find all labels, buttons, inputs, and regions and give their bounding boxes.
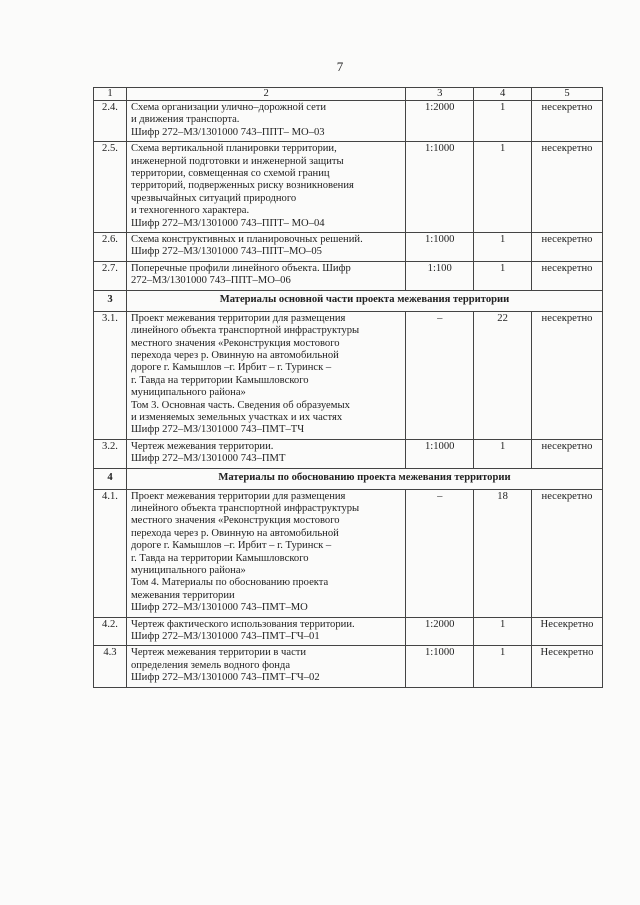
item-sheet-count: 1 — [474, 261, 532, 290]
item-description: Чертеж межевания территории. Шифр 272–МЗ/1301000 743–ПМТ — [126, 439, 405, 468]
item-description: Чертеж межевания территории в части определения земель водного фонда Шифр 272–МЗ/1301000 743–ПМТ–ГЧ–02 — [126, 646, 405, 687]
column-header: 4 — [474, 88, 532, 101]
item-number: 2.6. — [94, 233, 127, 262]
table-row — [94, 489, 603, 617]
item-number: 3.2. — [94, 439, 127, 468]
item-scale: 1:1000 — [406, 439, 474, 468]
column-header: 5 — [532, 88, 603, 101]
item-sheet-count: 22 — [474, 311, 532, 439]
item-scale: 1:1000 — [406, 233, 474, 262]
table-row — [94, 439, 603, 468]
table-row — [94, 233, 603, 262]
document-table — [93, 87, 603, 688]
table-row — [94, 311, 603, 439]
item-description: Схема конструктивных и планировочных решений. Шифр 272–МЗ/1301000 743–ППТ–МО–05 — [126, 233, 405, 262]
section-number: 4 — [94, 468, 127, 489]
table-row — [94, 142, 603, 233]
item-scale: 1:2000 — [406, 101, 474, 142]
column-header: 3 — [406, 88, 474, 101]
item-number: 4.1. — [94, 489, 127, 617]
section-number: 3 — [94, 290, 127, 311]
table-row — [94, 101, 603, 142]
section-row — [94, 290, 603, 311]
item-sheet-count: 1 — [474, 101, 532, 142]
item-secrecy-status: несекретно — [532, 261, 603, 290]
item-description: Схема организации улично–дорожной сети и движения транспорта. Шифр 272–МЗ/1301000 743–ППТ– МО–03 — [126, 101, 405, 142]
item-sheet-count: 1 — [474, 646, 532, 687]
item-secrecy-status: несекретно — [532, 142, 603, 233]
table-header-row — [94, 88, 603, 101]
item-scale: – — [406, 489, 474, 617]
section-title: Материалы основной части проекта межевания территории — [126, 290, 602, 311]
section-row — [94, 468, 603, 489]
item-description: Схема вертикальной планировки территории, инженерной подготовки и инженерной защиты территории, совмещенная со схемой границ территорий, подверженных риску возникновения чрезвычайных ситуаций природного и техногенного характера. Шифр 272–МЗ/1301000 743–ППТ– МО–04 — [126, 142, 405, 233]
item-number: 3.1. — [94, 311, 127, 439]
item-secrecy-status: несекретно — [532, 233, 603, 262]
table-row — [94, 646, 603, 687]
item-sheet-count: 18 — [474, 489, 532, 617]
item-sheet-count: 1 — [474, 617, 532, 646]
item-scale: – — [406, 311, 474, 439]
item-number: 4.3 — [94, 646, 127, 687]
item-scale: 1:2000 — [406, 617, 474, 646]
section-title: Материалы по обоснованию проекта межевания территории — [126, 468, 602, 489]
item-scale: 1:1000 — [406, 646, 474, 687]
item-secrecy-status: несекретно — [532, 439, 603, 468]
item-secrecy-status: несекретно — [532, 101, 603, 142]
item-number: 2.4. — [94, 101, 127, 142]
item-number: 4.2. — [94, 617, 127, 646]
table-row — [94, 617, 603, 646]
column-header: 2 — [126, 88, 405, 101]
item-secrecy-status: Несекретно — [532, 617, 603, 646]
column-header: 1 — [94, 88, 127, 101]
item-sheet-count: 1 — [474, 233, 532, 262]
item-description: Проект межевания территории для размещения линейного объекта транспортной инфраструктуры местного значения «Реконструкция мостового перехода через р. Овинную на автомобильной дороге г. Камышлов –г. Ирбит – г. Туринск – г. Тавда на территории Камышловского муниципального района» Том 3. Основная часть. Сведения об образуемых и изменяемых земельных участках и их частях Шифр 272–МЗ/1301000 743–ПМТ–ТЧ — [126, 311, 405, 439]
item-description: Поперечные профили линейного объекта. Шифр 272–МЗ/1301000 743–ППТ–МО–06 — [126, 261, 405, 290]
item-description: Чертеж фактического использования территории. Шифр 272–МЗ/1301000 743–ПМТ–ГЧ–01 — [126, 617, 405, 646]
item-secrecy-status: несекретно — [532, 489, 603, 617]
item-scale: 1:100 — [406, 261, 474, 290]
item-sheet-count: 1 — [474, 142, 532, 233]
table-body — [94, 88, 603, 688]
table-row — [94, 261, 603, 290]
item-description: Проект межевания территории для размещения линейного объекта транспортной инфраструктуры местного значения «Реконструкция мостового перехода через р. Овинную на автомобильной дороге г. Камышлов –г. Ирбит – г. Туринск – г. Тавда на территории Камышловского муниципального района» Том 4. Материалы по обоснованию проекта межевания территории Шифр 272–МЗ/1301000 743–ПМТ–МО — [126, 489, 405, 617]
item-secrecy-status: Несекретно — [532, 646, 603, 687]
item-secrecy-status: несекретно — [532, 311, 603, 439]
item-scale: 1:1000 — [406, 142, 474, 233]
item-number: 2.7. — [94, 261, 127, 290]
page-number: 7 — [336, 59, 344, 74]
item-number: 2.5. — [94, 142, 127, 233]
item-sheet-count: 1 — [474, 439, 532, 468]
